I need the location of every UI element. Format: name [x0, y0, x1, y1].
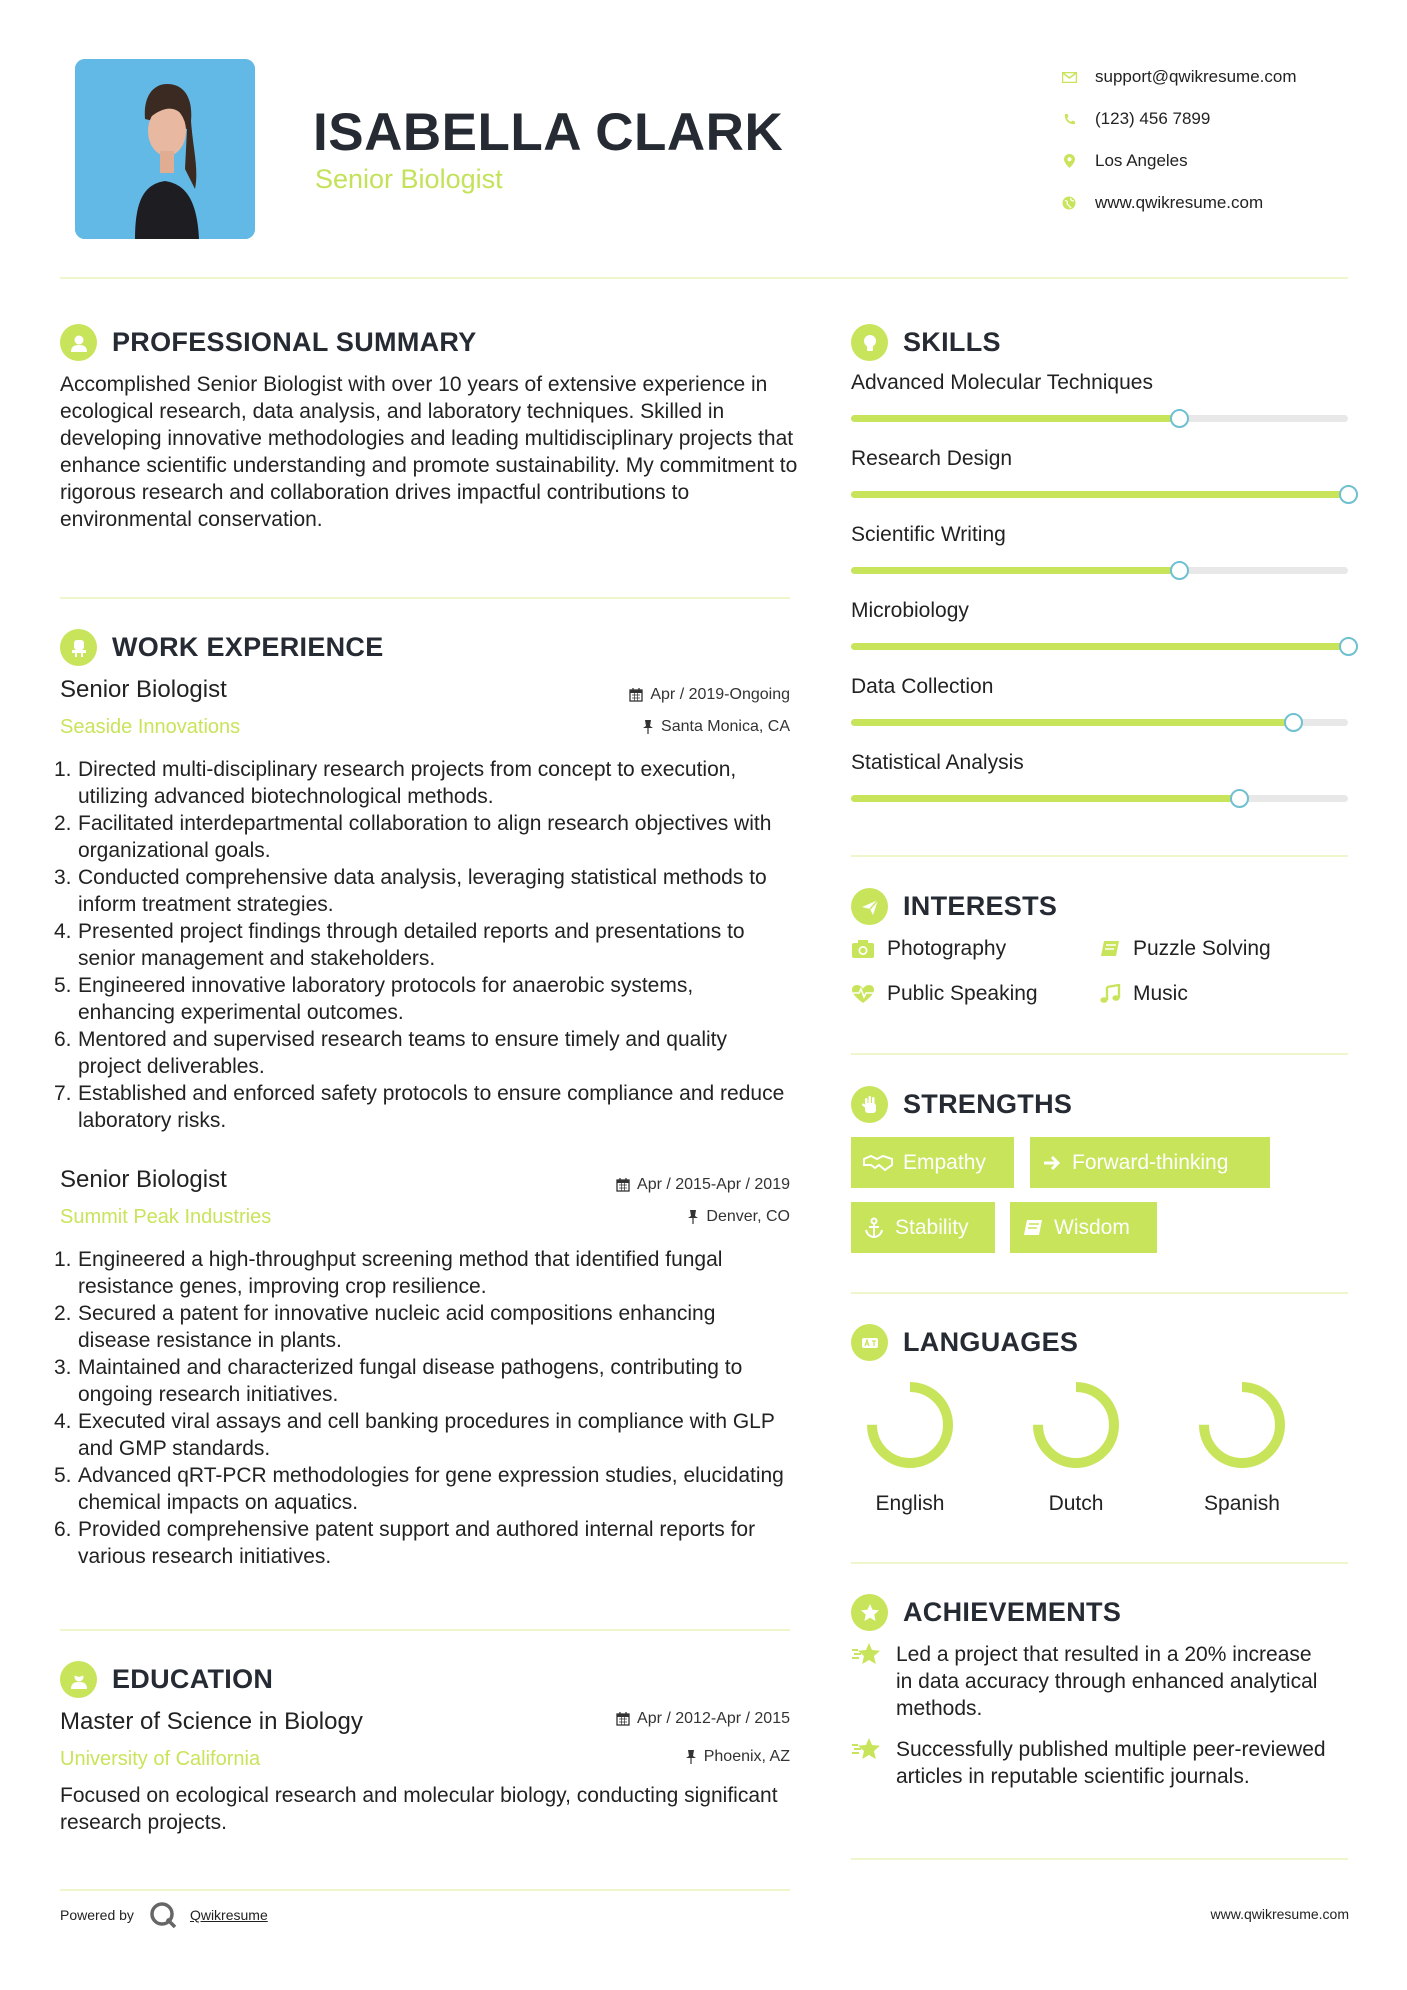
- skill-name: Advanced Molecular Techniques: [851, 371, 1153, 394]
- skill-bar-fill: [851, 415, 1179, 422]
- education-header: [60, 1661, 273, 1698]
- footer-website[interactable]: www.qwikresume.com: [1210, 1906, 1349, 1922]
- language-item: [1006, 1375, 1146, 1516]
- powered-by-label: Powered by: [60, 1907, 134, 1923]
- skill-bar-fill: [851, 491, 1348, 498]
- skill-bar-knob: [1284, 713, 1303, 732]
- job-1-bullet: 5. Engineered innovative laboratory protocols for anaerobic systems, enhancing experimental outcomes.: [54, 974, 694, 1024]
- camera-icon: [851, 939, 875, 959]
- job-1-bullet: 6. Mentored and supervised research teams to ensure timely and quality project deliverables.: [54, 1028, 728, 1078]
- calendar-icon: [629, 688, 643, 702]
- skill-bar: [851, 415, 1348, 422]
- experience-title: WORK EXPERIENCE: [112, 632, 384, 662]
- phone-icon: [1050, 113, 1088, 126]
- user-icon: [60, 324, 97, 361]
- skill-bar-fill: [851, 567, 1179, 574]
- translate-icon: [851, 1324, 888, 1361]
- strength-tag: Wisdom: [1010, 1202, 1157, 1253]
- education-degree: Master of Science in Biology: [60, 1708, 363, 1735]
- languages-header: [851, 1324, 1078, 1361]
- hand-icon: [851, 1086, 888, 1123]
- pin-icon: [687, 1210, 699, 1224]
- contact-email-text: support@qwikresume.com: [1095, 67, 1297, 86]
- language-progress-arc: [1038, 1387, 1114, 1463]
- job-2-bullets: [54, 1246, 789, 1570]
- contact-location: [1050, 140, 1380, 182]
- language-name: Spanish: [1204, 1492, 1280, 1515]
- skill-bar-fill: [851, 643, 1348, 650]
- job-1-bullet: 7. Established and enforced safety protocols to ensure compliance and reduce laboratory risks.: [54, 1082, 785, 1132]
- interest-puzzle-solving: Puzzle Solving: [1099, 937, 1271, 961]
- skill-name: Microbiology: [851, 599, 969, 622]
- arrow-right-icon: [1042, 1153, 1062, 1173]
- language-name: Dutch: [1048, 1492, 1104, 1515]
- interest-music: Music: [1099, 982, 1188, 1006]
- language-progress-ring: [1192, 1375, 1292, 1475]
- strength-tag: Empathy: [851, 1137, 1014, 1188]
- language-progress-arc: [1204, 1387, 1280, 1463]
- achievements-title: ACHIEVEMENTS: [903, 1597, 1122, 1627]
- job-2-dates: Apr / 2015-Apr / 2019: [616, 1176, 790, 1194]
- skill-bar: [851, 795, 1348, 802]
- achievements-divider: [851, 1858, 1348, 1860]
- achievements-header: [851, 1594, 1121, 1631]
- globe-icon: [1050, 196, 1088, 210]
- heartbeat-icon: [851, 984, 875, 1004]
- pin-icon: [685, 1750, 697, 1764]
- skills-divider: [851, 855, 1348, 857]
- job-1-title: Senior Biologist: [60, 676, 227, 703]
- graduate-icon: [60, 1661, 97, 1698]
- contact-block: [1050, 56, 1380, 224]
- skill-bar: [851, 643, 1348, 650]
- summary-text: Accomplished Senior Biologist with over 10 years of extensive experience in ecological research, data analysis, and laboratory techniques. Skilled in developing innovative methodologies and leading multidisciplinary projects that enhance scientific understanding and promote sustainability. My commitment to rigorous research and collaboration drives impactful contributions to environmental conservation.: [60, 373, 798, 531]
- interests-divider: [851, 1053, 1348, 1055]
- languages-title: LANGUAGES: [903, 1327, 1079, 1357]
- interest-photography: Photography: [851, 937, 1006, 961]
- language-progress-ring: [860, 1375, 960, 1475]
- education-divider: [60, 1889, 790, 1891]
- skills-header: [851, 324, 1001, 361]
- language-progress-arc: [872, 1387, 948, 1463]
- language-item: [840, 1375, 980, 1516]
- profile-photo: [75, 59, 255, 239]
- job-1-location: Santa Monica, CA: [642, 718, 790, 736]
- footer-powered: [60, 1900, 268, 1930]
- strengths-header: [851, 1086, 1072, 1123]
- experience-header: [60, 629, 384, 666]
- skill-bar-knob: [1230, 789, 1249, 808]
- achievement-item: Successfully published multiple peer-reviewed articles in reputable scientific journals.: [851, 1736, 1331, 1790]
- header-divider: [60, 277, 1348, 279]
- contact-location-text: Los Angeles: [1095, 151, 1188, 170]
- achievement-item: Led a project that resulted in a 20% increase in data accuracy through enhanced analytical methods.: [851, 1641, 1331, 1722]
- interests-title: INTERESTS: [903, 891, 1058, 921]
- anchor-icon: [863, 1217, 885, 1239]
- strength-tag: Stability: [851, 1202, 995, 1253]
- job-2-bullet: 2. Secured a patent for innovative nucleic acid compositions enhancing disease resistance in plants.: [54, 1302, 716, 1352]
- lightbulb-icon: [851, 324, 888, 361]
- star-icon: [851, 1736, 883, 1764]
- book-icon: [1099, 939, 1121, 959]
- qwikresume-logo-icon: [148, 1900, 180, 1930]
- job-2-bullet: 3. Maintained and characterized fungal disease pathogens, contributing to ongoing research initiatives.: [54, 1356, 743, 1406]
- job-1-bullet: 3. Conducted comprehensive data analysis, leveraging statistical methods to inform treatment strategies.: [54, 866, 767, 916]
- skill-name: Scientific Writing: [851, 523, 1006, 546]
- skill-bar-fill: [851, 795, 1239, 802]
- education-location: Phoenix, AZ: [685, 1748, 790, 1766]
- language-item: [1172, 1375, 1312, 1516]
- contact-website-text: www.qwikresume.com: [1095, 193, 1264, 212]
- job-2-company: Summit Peak Industries: [60, 1206, 272, 1228]
- job-1-bullets: [54, 756, 789, 1134]
- experience-divider: [60, 1629, 790, 1631]
- pin-icon: [642, 720, 654, 734]
- summary-divider: [60, 597, 790, 599]
- skills-title: SKILLS: [903, 327, 1001, 357]
- strengths-divider: [851, 1292, 1348, 1294]
- award-icon: [851, 1594, 888, 1631]
- contact-email[interactable]: [1050, 56, 1380, 98]
- skill-bar-knob: [1339, 485, 1358, 504]
- contact-website[interactable]: [1050, 182, 1380, 224]
- job-2-bullet: 5. Advanced qRT-PCR methodologies for gene expression studies, elucidating chemical impacts on aquatics.: [54, 1464, 784, 1514]
- handshake-icon: [863, 1153, 893, 1173]
- skill-bar-knob: [1339, 637, 1358, 656]
- strengths-title: STRENGTHS: [903, 1089, 1073, 1119]
- candidate-name: ISABELLA CLARK: [313, 103, 784, 162]
- paper-plane-icon: [851, 888, 888, 925]
- education-school: University of California: [60, 1748, 261, 1770]
- briefcase-icon: [60, 629, 97, 666]
- skill-name: Data Collection: [851, 675, 994, 698]
- languages-divider: [851, 1562, 1348, 1564]
- calendar-icon: [616, 1178, 630, 1192]
- education-description: Focused on ecological research and molecular biology, conducting significant research projects.: [60, 1784, 778, 1834]
- music-note-icon: [1099, 984, 1121, 1004]
- contact-phone[interactable]: [1050, 98, 1380, 140]
- job-1-bullet: 4. Presented project findings through detailed reports and presentations to senior management and stakeholders.: [54, 920, 745, 970]
- job-1-dates: Apr / 2019-Ongoing: [629, 686, 790, 704]
- job-1-bullet: 1. Directed multi-disciplinary research projects from concept to execution, utilizing advanced biotechnological methods.: [54, 758, 737, 808]
- skill-bar: [851, 719, 1348, 726]
- summary-title: PROFESSIONAL SUMMARY: [112, 327, 477, 357]
- job-2-bullet: 1. Engineered a high-throughput screening method that identified fungal resistance genes, improving crop resilience.: [54, 1248, 723, 1298]
- skill-bar-fill: [851, 719, 1293, 726]
- skill-bar: [851, 567, 1348, 574]
- interest-public-speaking: Public Speaking: [851, 982, 1038, 1006]
- job-1-bullet: 2. Facilitated interdepartmental collaboration to align research objectives with organizational goals.: [54, 812, 772, 862]
- skill-bar-knob: [1170, 561, 1189, 580]
- envelope-icon: [1050, 72, 1088, 83]
- job-1-company: Seaside Innovations: [60, 716, 241, 738]
- skill-bar: [851, 491, 1348, 498]
- map-pin-icon: [1050, 154, 1088, 168]
- star-icon: [851, 1641, 883, 1669]
- candidate-role: Senior Biologist: [315, 164, 503, 194]
- job-2-location: Denver, CO: [687, 1208, 790, 1226]
- job-2-bullet: 6. Provided comprehensive patent support and authored internal reports for various research initiatives.: [54, 1518, 756, 1568]
- summary-header: [60, 324, 477, 361]
- interests-header: [851, 888, 1057, 925]
- language-progress-ring: [1026, 1375, 1126, 1475]
- job-2-title: Senior Biologist: [60, 1166, 227, 1193]
- calendar-icon: [616, 1712, 630, 1726]
- strength-tag: Forward-thinking: [1030, 1137, 1270, 1188]
- skill-bar-knob: [1170, 409, 1189, 428]
- skill-name: Research Design: [851, 447, 1013, 470]
- job-2-bullet: 4. Executed viral assays and cell banking procedures in compliance with GLP and GMP standards.: [54, 1410, 775, 1460]
- language-name: English: [875, 1492, 945, 1515]
- book-icon: [1022, 1218, 1044, 1238]
- education-dates: Apr / 2012-Apr / 2015: [616, 1710, 790, 1728]
- qwikresume-link[interactable]: Qwikresume: [189, 1907, 268, 1923]
- contact-phone-text: (123) 456 7899: [1095, 109, 1211, 128]
- skill-name: Statistical Analysis: [851, 751, 1024, 774]
- education-title: EDUCATION: [112, 1664, 274, 1694]
